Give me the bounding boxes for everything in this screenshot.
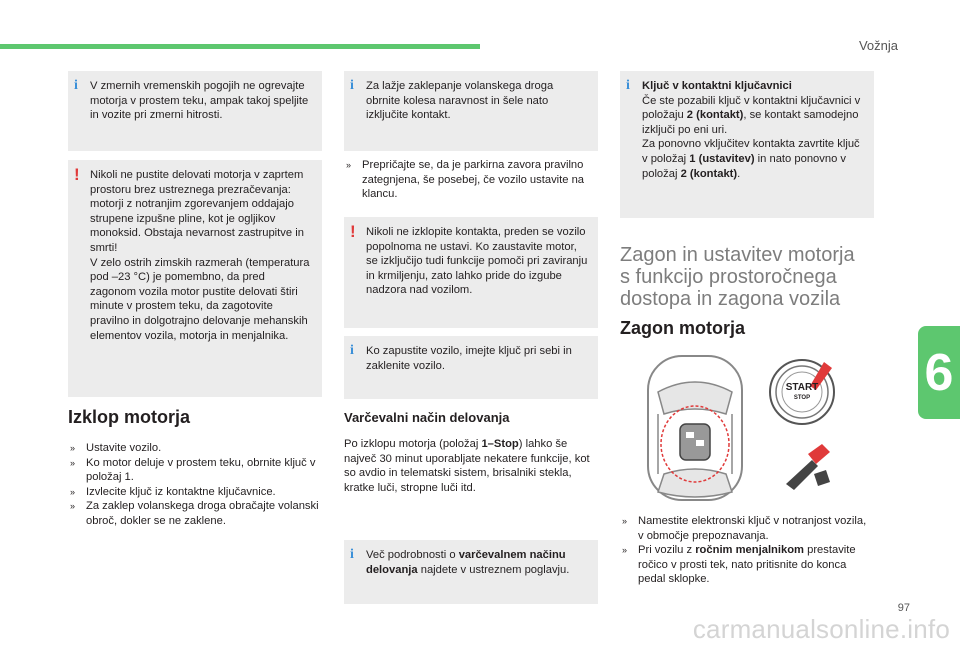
text-run: Če ste pozabili ključ v kontaktni ključavnici v položaju [642,94,861,122]
warning-text-1: Nikoli ne pustite delovati motorja v zaprtem prostoru brez ustreznega prezračevanja: motorji z notranjim zgorevanjem oddajajo strupene izpušne pline, kot je ogljikov monoksid. Obstaja nevarnost zastrupitve in smrti! [90,169,304,254]
bullet-text: » Prepričajte se, da je parkirna zavora pravilno zategnjena, še posebej, če vozilo ustavite na klancu. [344,158,598,202]
clutch-pedal-icon [782,440,834,492]
step: » Namestite elektronski ključ v notranjost vozila, v območje prepoznavanja. [620,514,874,543]
info-box-key-ignition [620,71,874,218]
text-run: Več podrobnosti o [366,549,459,561]
text-run-bold: ročnim menjalnikom [695,544,804,557]
steps-engine-start [620,514,874,587]
step: » Ustavite vozilo. [68,441,322,456]
text-run-bold: 1–Stop [481,438,519,450]
step: » Za zaklep volanskega droga obračajte volanski obroč, dokler se ne zaklene. [68,499,322,528]
bullet-parking-brake [344,158,598,202]
steps-engine-off [68,441,322,529]
text-run: in nato ponovno v položaj [642,152,846,180]
chapter-title: Vožnja [858,38,898,53]
step: » Izvlecite ključ iz kontaktne ključavnice. [68,485,322,500]
text-run: , se kontakt samodejno izključi po eni uri. [642,109,859,136]
warning-text-2: V zelo ostrih zimskih razmerah (temperatura pod –23 °C) je pomembno, da pred zagonom vozila motor pustite delovati štiri minute v prostem teku, da zagotovite pravilno in dolgotrajno delovanje mehanskih elementov vozila, motorja in menjalnika. [90,256,310,342]
text-run-bold: 2 (kontakt) [686,109,744,122]
header-bar [0,44,480,49]
info-text: Za lažje zaklepanje volanskega droga obrnite kolesa naravnost in šele nato izključite kontakt. [366,80,554,122]
info-text: V zmernih vremenskih pogojih ne ogrevajte motorja v prostem teku, ampak takoj speljite in vozite pri zmerni hitrosti. [90,80,309,122]
info-title: Ključ v kontaktni ključavnici [642,80,792,92]
car-key-illustration [640,352,750,504]
info-text: Ko zapustite vozilo, imejte ključ pri sebi in zaklenite vozilo. [366,345,572,372]
page-number: 97 [897,602,910,614]
info-icon: i [626,78,630,93]
text-run: Pri vozilu z [638,544,696,557]
stop-label: STOP [793,395,811,401]
start-label: START [785,382,819,393]
info-icon: i [350,78,354,93]
section-title: Zagon in ustavitev motorja s funkcijo prostoročnega dostopa in zagona vozila [620,244,855,310]
warning-text: Nikoli ne izklopite kontakta, preden se vozilo popolnoma ne ustavi. Ko zaustavite motor, se izključijo tudi funkcije pomoči pri zaviranju in krmiljenju, zato lahko pride do izgube nadzora nad vozilom. [366,226,588,297]
text-run: najdete v ustreznem poglavju. [417,563,570,576]
info-box-steering-lock [344,71,598,151]
watermark: carmanualsonline.info [692,614,950,644]
info-icon: i [350,547,354,562]
info-icon: i [74,78,78,93]
text-run: Po izklopu motorja (položaj [344,438,482,450]
info-icon: i [350,343,354,358]
chapter-number-tab: 6 [918,326,960,419]
heading-engine-start: Zagon motorja [620,318,745,338]
text-run-bold: 1 (ustavitev) [689,152,755,165]
step [620,543,874,587]
text-run: Za ponovno vključitev kontakta zavrtite ključ v položaj [642,138,860,165]
text-run-bold: varčevalnem načinu delovanja [366,549,566,576]
text-run-bold: 2 (kontakt) [680,167,738,180]
economy-mode-text [344,437,598,495]
warning-icon: ! [74,165,80,184]
text-run: ) lahko še največ 30 minut uporabljate nekatere funkcije, kot so avdio in telematski sistem, brisalniki stekla, kratke luči, stropne luči itd. [344,438,590,494]
step: » Ko motor deluje v prostem teku, obrnite ključ v položaj 1. [68,456,322,485]
heading-economy-mode: Varčevalni način delovanja [344,410,510,425]
info-box-key [344,336,598,399]
warning-box-ignition [344,217,598,328]
info-box-idle [68,71,322,151]
warning-box-ventilation [68,160,322,397]
heading-engine-off: Izklop motorja [68,407,191,427]
text-run: prestavite ročico v prosti tek, nato pritisnite do konca pedal sklopke. [638,544,856,586]
text-run: . [737,167,741,180]
info-box-economy-more [344,540,598,604]
warning-icon: ! [350,222,356,241]
